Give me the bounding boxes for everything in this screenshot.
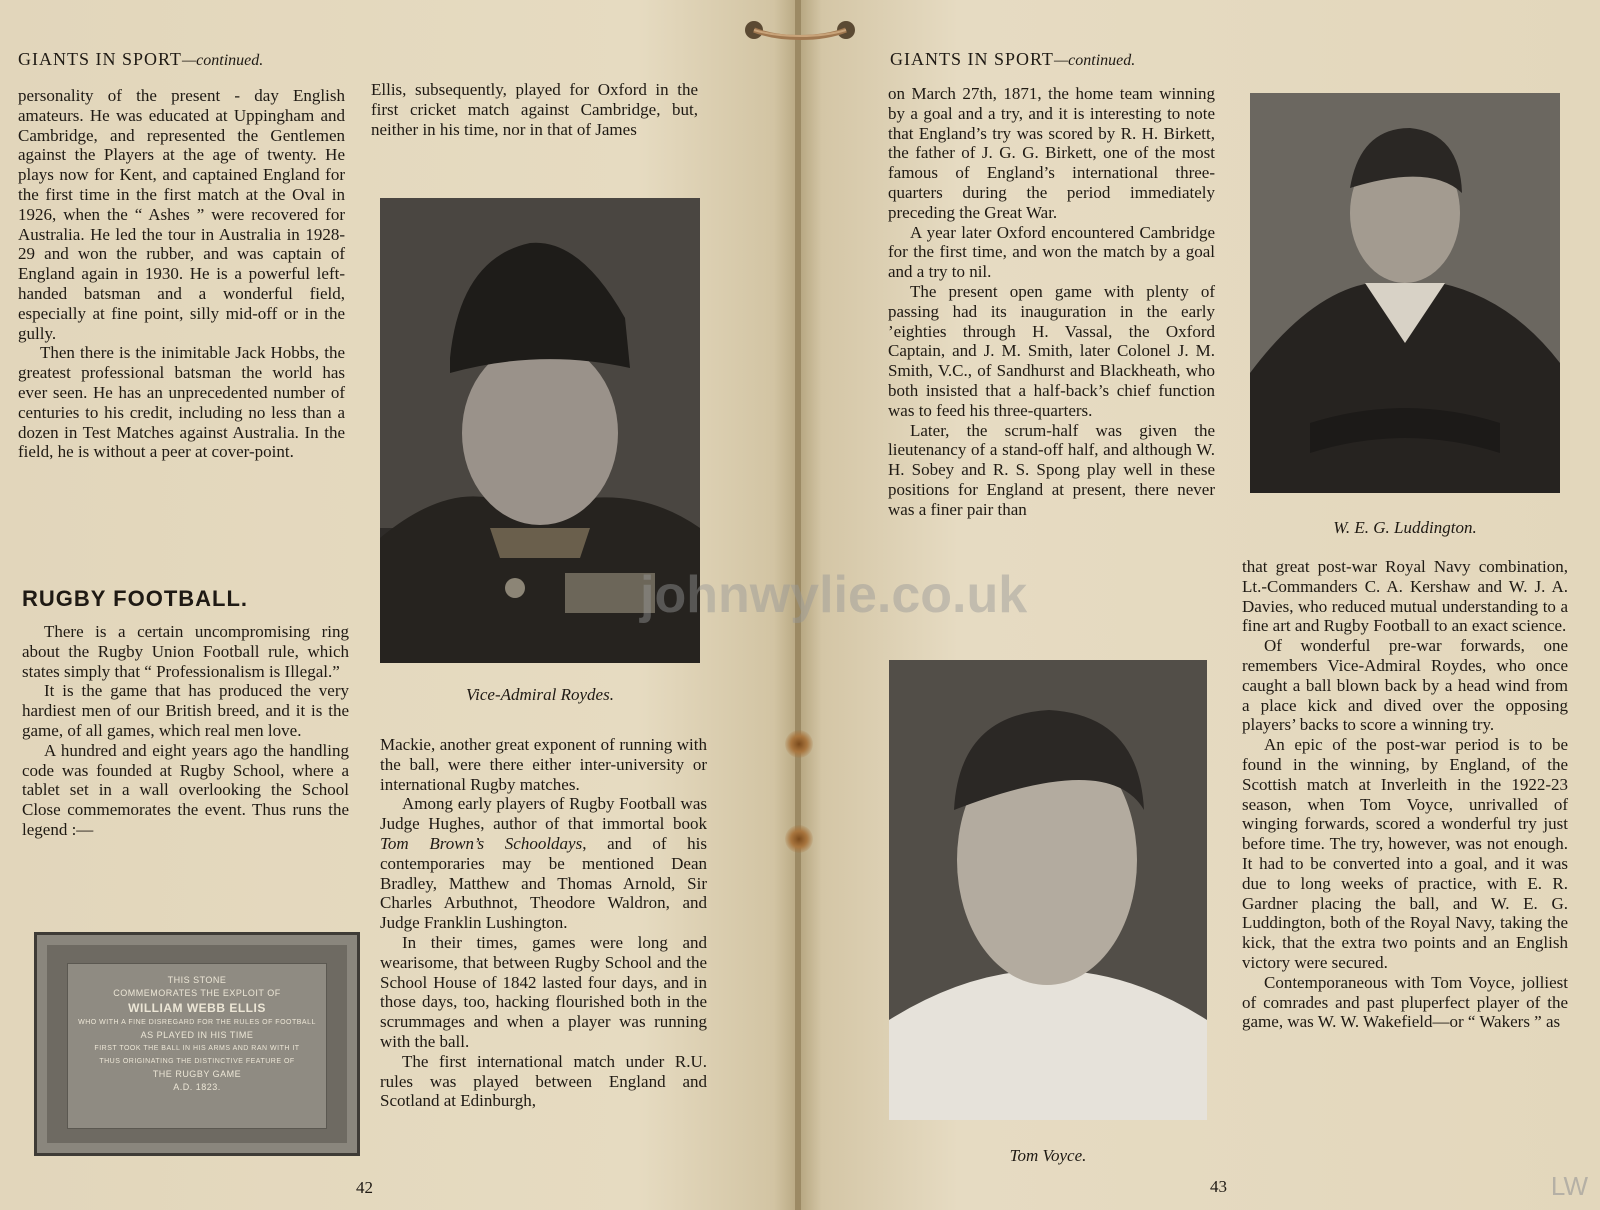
portrait-icon: [889, 660, 1207, 1120]
tablet-line: AS PLAYED IN HIS TIME: [140, 1030, 254, 1040]
paragraph: Later, the scrum-half was given the lieutenancy of a stand-off half, and although W. H. Sobey and R. S. Spong play well in these positions for England at present, there never was a finer pair than: [888, 420, 1215, 519]
paragraph: Mackie, another great exponent of running with the ball, were there either inter-university or international Rugby matches.: [380, 735, 707, 794]
tablet-line: THE RUGBY GAME: [152, 1069, 242, 1079]
left-running-head: GIANTS IN SPORT—continued.: [18, 49, 264, 69]
tablet-inscription: [67, 963, 327, 1129]
tablet-line: WHO WITH A FINE DISREGARD FOR THE RULES OF FOOTBALL: [78, 1019, 316, 1026]
tablet-line: A.D. 1823.: [173, 1082, 221, 1092]
paragraph: In their times, games were long and wearisome, that between Rugby School and the School House of 1842 lasted four days, and in those days, too, hacking flourished both in the scrummages and when a player was running with the ball.: [380, 932, 707, 1051]
left-column-2-top: [371, 80, 698, 139]
corner-mark: LW: [1550, 1171, 1588, 1201]
right-running-head: GIANTS IN SPORT—continued.: [890, 49, 1136, 69]
paragraph: Then there is the inimitable Jack Hobbs, the greatest professional batsman the world has ever seen. He has an unprecedented number of centuries to his credit, including no less than a dozen in Test Matches against Australia. In the field, he is without a peer at cover-point.: [18, 343, 345, 462]
paragraph: A year later Oxford encountered Cambridge for the first time, and won the match by a goal and a try to nil.: [888, 222, 1215, 282]
portrait-icon: [1250, 93, 1560, 493]
paragraph: Ellis, subsequently, played for Oxford in the first cricket match against Cambridge, but, neither in his time, nor in that of James: [371, 80, 698, 139]
paragraph: Among early players of Rugby Football was Judge Hughes, author of that immortal book Tom Brown’s Schooldays, and of his contemporaries may be mentioned Dean Bradley, Matthew and Thomas Arnold, Sir Charles Arbuthnot, Theodore Waldron, and Judge Franklin Lushington.: [380, 794, 707, 933]
photo-caption: W. E. G. Luddington.: [1333, 518, 1477, 537]
photo-caption: Tom Voyce.: [1009, 1146, 1087, 1165]
tablet-line: FIRST TOOK THE BALL IN HIS ARMS AND RAN WITH IT: [94, 1045, 300, 1052]
right-column-2: [1242, 557, 1568, 1032]
tablet-line: COMMEMORATES THE EXPLOIT OF: [113, 988, 281, 998]
photo-caption: Vice-Admiral Roydes.: [466, 685, 614, 704]
paragraph: that great post-war Royal Navy combination, Lt.-Commanders C. A. Kershaw and W. J. A. Davies, who reduced mutual understanding to a fine art and Rugby Football to an exact science.: [1242, 557, 1568, 636]
rugby-column: [22, 622, 349, 840]
paragraph: Contemporaneous with Tom Voyce, jolliest of comrades and past pluperfect player of the game, was W. W. Wakefield—or “ Wakers ” as: [1242, 972, 1568, 1032]
paragraph: The present open game with plenty of passing had its inauguration in the early ’eighties through H. Vassal, the Oxford Captain, and J. M. Smith, later Colonel J. M. Smith, V.C., of Sandhurst and Blackheath, who both insisted that a half-back’s chief function was to feed his three-quarters.: [888, 281, 1215, 420]
section-heading: RUGBY FOOTBALL.: [22, 586, 249, 611]
tablet-line: THIS STONE: [167, 975, 227, 985]
luddington-photo: [1250, 93, 1560, 493]
paragraph: personality of the present - day English amateurs. He was educated at Uppingham and Cambridge, and represented the Gentlemen against the Players at the age of twenty. He plays now for Kent, and captained England for the first time in the first match at the Oval in 1926, when the “ Ashes ” were recovered for Australia. He led the tour in Australia in 1928-29 and won the rubber, and was captain of England again in 1930. He is a powerful left-handed batsman and a wonderful field, especially at fine point, silly mid-off or in the gully.: [18, 86, 345, 343]
tablet-line: THUS ORIGINATING THE DISTINCTIVE FEATURE OF: [99, 1058, 295, 1065]
paragraph: An epic of the post-war period is to be found in the winning, by England, of the Scottish match at Inverleith in the 1922-23 season, when Tom Voyce, unrivalled of winging forwards, scored a wonderful try just before time. The try, however, was not enough. It had to be converted into a goal, and it was due to long weeks of practice, with E. R. Gardner placing the ball, and W. E. G. Luddington, both of the Royal Navy, taking the kick, that the extra two points and an English victory were secured.: [1242, 735, 1568, 972]
rust-stain: [785, 825, 813, 853]
page-number: 43: [1210, 1177, 1227, 1196]
paragraph: on March 27th, 1871, the home team winning by a goal and a try, and it is interesting to note that England’s try was scored by R. H. Birkett, the father of J. G. G. Birkett, one of the most famous of England’s international three-quarters during the period immediately preceding the Great War.: [888, 84, 1215, 222]
page-number: 42: [356, 1178, 373, 1197]
tablet-line: WILLIAM WEBB ELLIS: [128, 1001, 266, 1015]
left-column-2-bottom: [380, 735, 707, 1111]
paragraph: Of wonderful pre-war forwards, one remembers Vice-Admiral Roydes, who once caught a ball blown back by a head wind from a place kick and dived over the opposing players’ backs to score a winning try.: [1242, 636, 1568, 735]
webb-ellis-tablet-image: [34, 932, 360, 1156]
paragraph: It is the game that has produced the very hardiest men of our British breed, and it is the game, of all games, which real men love.: [22, 681, 349, 740]
right-column-1: [888, 84, 1215, 520]
paragraph: A hundred and eight years ago the handling code was founded at Rugby School, where a tablet set in a wall overlooking the School Close commemorates the event. Thus runs the legend :—: [22, 740, 349, 839]
rust-stain: [785, 730, 813, 758]
paragraph: There is a certain uncompromising ring about the Rugby Union Football rule, which states simply that “ Professionalism is Illegal.”: [22, 622, 349, 681]
watermark: johnwylie.co.uk: [640, 566, 1028, 624]
left-column-1: [18, 86, 345, 462]
tom-voyce-photo: [889, 660, 1207, 1120]
paragraph: The first international match under R.U. rules was played between England and Scotland at Edinburgh,: [380, 1051, 707, 1111]
binding-string-icon: [740, 18, 860, 44]
